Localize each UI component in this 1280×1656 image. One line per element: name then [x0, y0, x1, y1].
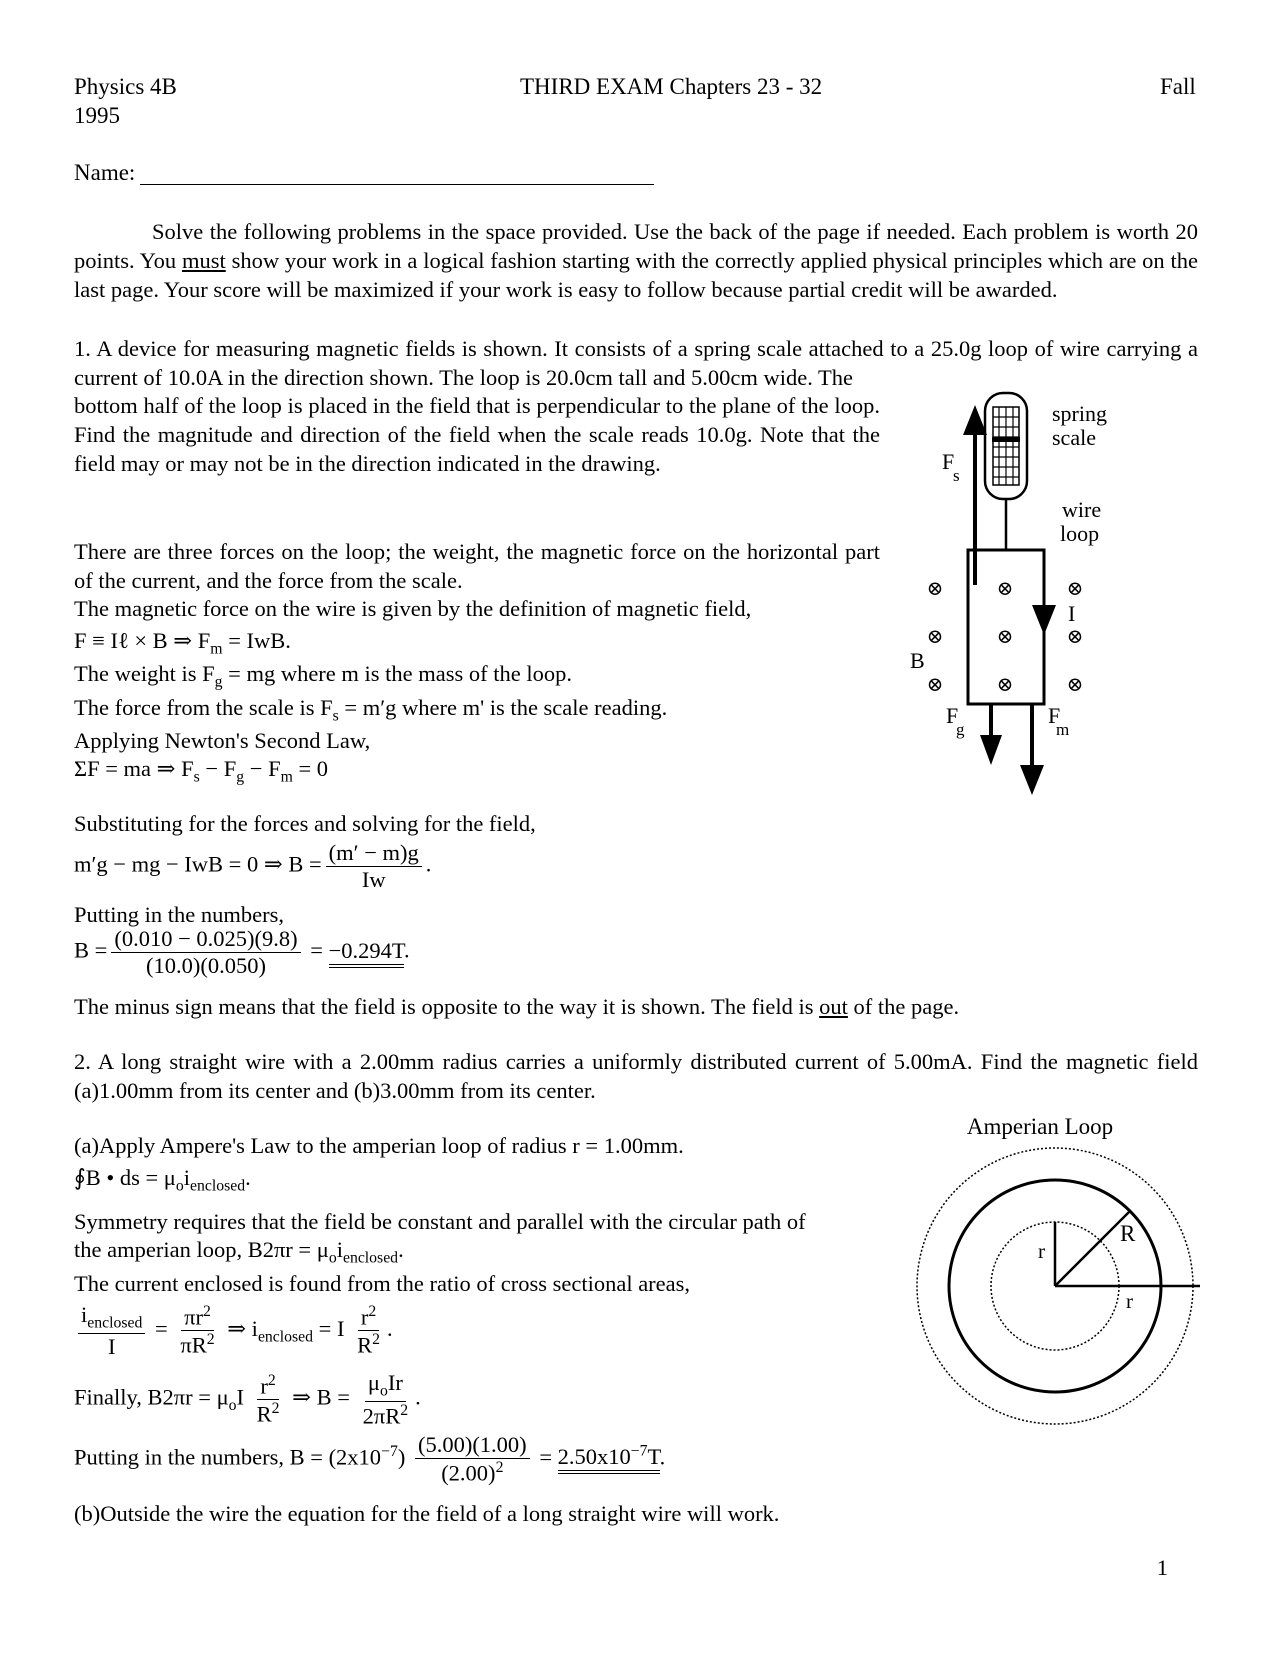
- outer-r-label: r: [1126, 1289, 1133, 1313]
- svg-text:⊗: ⊗: [996, 626, 1014, 648]
- svg-text:⊗: ⊗: [996, 578, 1014, 600]
- newton-line: Applying Newton's Second Law,: [74, 728, 371, 753]
- name-label: Name:: [74, 160, 136, 185]
- substituting-line: Substituting for the forces and solving for the field,: [74, 811, 536, 836]
- fg-label: F: [946, 703, 959, 728]
- wire-loop-label: wire: [1062, 497, 1102, 522]
- amperian-loop-figure: [900, 1108, 1210, 1438]
- problem1-statement: 1. A device for measuring magnetic fields is shown. It consists of a spring scale attached to a 25.0g loop of wire carrying a current of 10.0A in the direction shown. The loop is 20.0cm tall and 5.00cm wide. The: [74, 336, 1198, 390]
- mag-force-line: The magnetic force on the wire is given by the definition of magnetic field,: [74, 596, 752, 621]
- svg-text:⊗: ⊗: [1066, 626, 1084, 648]
- fg-arrow: [980, 735, 1002, 765]
- term: Fall: [1160, 74, 1196, 99]
- course-title: Physics 4B: [74, 74, 177, 99]
- fs-label: F: [942, 449, 955, 474]
- year: 1995: [74, 103, 120, 128]
- solve-equation: m′g − mg − IwB = 0 ⇒ B = $\frac{(m' - m)g}{Iw}$ .: [74, 840, 432, 892]
- svg-text:⊗: ⊗: [996, 674, 1014, 696]
- numbers-line: Putting in the numbers,: [74, 902, 284, 927]
- part-a-line: (a)Apply Ampere's Law to the amperian loop of radius r = 1.00mm.: [74, 1133, 684, 1158]
- svg-text:⊗: ⊗: [1066, 674, 1084, 696]
- conclusion-line: The minus sign means that the field is opposite to the way it is shown. The field is out of the page.: [74, 994, 960, 1019]
- spring-label: spring: [1052, 401, 1107, 426]
- symmetry-line-2: the amperian loop, $B2\pi r = \mu_oi_{enclosed}$.: [74, 1237, 404, 1267]
- answer-2a: $2.50x10^{-7}T$: [558, 1444, 660, 1474]
- inner-r-label: r: [1038, 1239, 1045, 1263]
- final-equation: Finally, $B2\pi r = \mu_oI$ $\frac{r^2}{R^2}$ ⇒ B = $\frac{\mu_oIr}{2\pi R^2}$ .: [74, 1370, 421, 1429]
- problem1-statement-cont: bottom half of the loop is placed in the field that is perpendicular to the plane of the loop. Find the magnitude and direction of the field when the scale reads 10.0g. Note that the field may or may not be in the direction indicated in the drawing.: [74, 393, 880, 476]
- svg-text:⊗: ⊗: [926, 578, 944, 600]
- field-x-marks: [927, 578, 1084, 696]
- fm-arrow: [1020, 765, 1044, 795]
- weight-line: The weight is $F_g$ = mg where m is the mass of the loop.: [74, 661, 573, 691]
- current-arrow: [1032, 605, 1056, 635]
- problem2-statement: 2. A long straight wire with a 2.00mm radius carries a uniformly distributed current of 5.00mA. Find the magnetic field (a)1.00mm from its center and (b)3.00mm from its center.: [74, 1049, 1198, 1103]
- force-equation: F ≡ Iℓ × B ⇒ $F_m$ = IwB.: [74, 628, 291, 658]
- svg-text:⊗: ⊗: [1066, 578, 1084, 600]
- svg-text:loop: loop: [1060, 521, 1100, 546]
- amperian-loop-title: Amperian Loop: [966, 1114, 1114, 1139]
- svg-text:⊗: ⊗: [926, 626, 944, 648]
- spring-coils: [993, 407, 1019, 485]
- ratio-equation: $\frac{i_{enclosed}}{I}$ = $\frac{\pi r^2}{\pi R^2}$ ⇒ $i_{enclosed} = I$ $\frac{r^2}{R^2}$ .: [74, 1302, 393, 1359]
- svg-text:s: s: [953, 466, 960, 485]
- instructions: Solve the following problems in the space provided. Use the back of the page if needed. Each problem is worth 20 points. You must show your work in a logical fashion starting with the correctly applied physical principles which are on the last page. Your score will be maximized if your work is easy to follow because partial credit will be awarded.: [74, 219, 1198, 302]
- b-label: B: [910, 648, 925, 673]
- exam-title: THIRD EXAM Chapters 23 - 32: [520, 74, 823, 99]
- newton-equation: ΣF = ma ⇒ $F_s - F_g - F_m = 0$: [74, 756, 329, 786]
- forces-text: There are three forces on the loop; the weight, the magnetic force on the horizontal part of the current, and the force from the scale.: [74, 539, 880, 593]
- wire-R-label: R: [1120, 1221, 1136, 1246]
- name-field[interactable]: [140, 184, 654, 185]
- svg-text:m: m: [1056, 720, 1070, 739]
- spring-scale-figure: [880, 385, 1200, 825]
- numbers-equation-2: Putting in the numbers, $B = (2x10^{-7})$ $\frac{(5.00)(1.00)}{(2.00)^2}$ = $2.50x10^{-7}T$.: [74, 1432, 666, 1486]
- current-label: I: [1068, 601, 1076, 626]
- scale-line: The force from the scale is $F_s = m'g$ where m' is the scale reading.: [74, 695, 668, 725]
- svg-text:g: g: [956, 720, 965, 739]
- page-number: 1: [1156, 1555, 1168, 1580]
- fm-label: F: [1048, 703, 1061, 728]
- scale-pointer: [992, 437, 1020, 442]
- svg-text:scale: scale: [1052, 425, 1096, 450]
- numbers-equation: B = $\frac{(0.010 - 0.025)(9.8)}{(10.0)(0.050)}$ = −0.294T.: [74, 926, 410, 978]
- part-b-line: (b)Outside the wire the equation for the field of a long straight wire will work.: [74, 1501, 780, 1526]
- area-line: The current enclosed is found from the ratio of cross sectional areas,: [74, 1271, 691, 1296]
- symmetry-line-1: Symmetry requires that the field be constant and parallel with the circular path of: [74, 1209, 806, 1234]
- ampere-equation: ∮B • ds = $\mu_oi_{enclosed}$.: [74, 1165, 251, 1195]
- answer-1: −0.294T: [329, 938, 404, 968]
- svg-text:⊗: ⊗: [926, 674, 944, 696]
